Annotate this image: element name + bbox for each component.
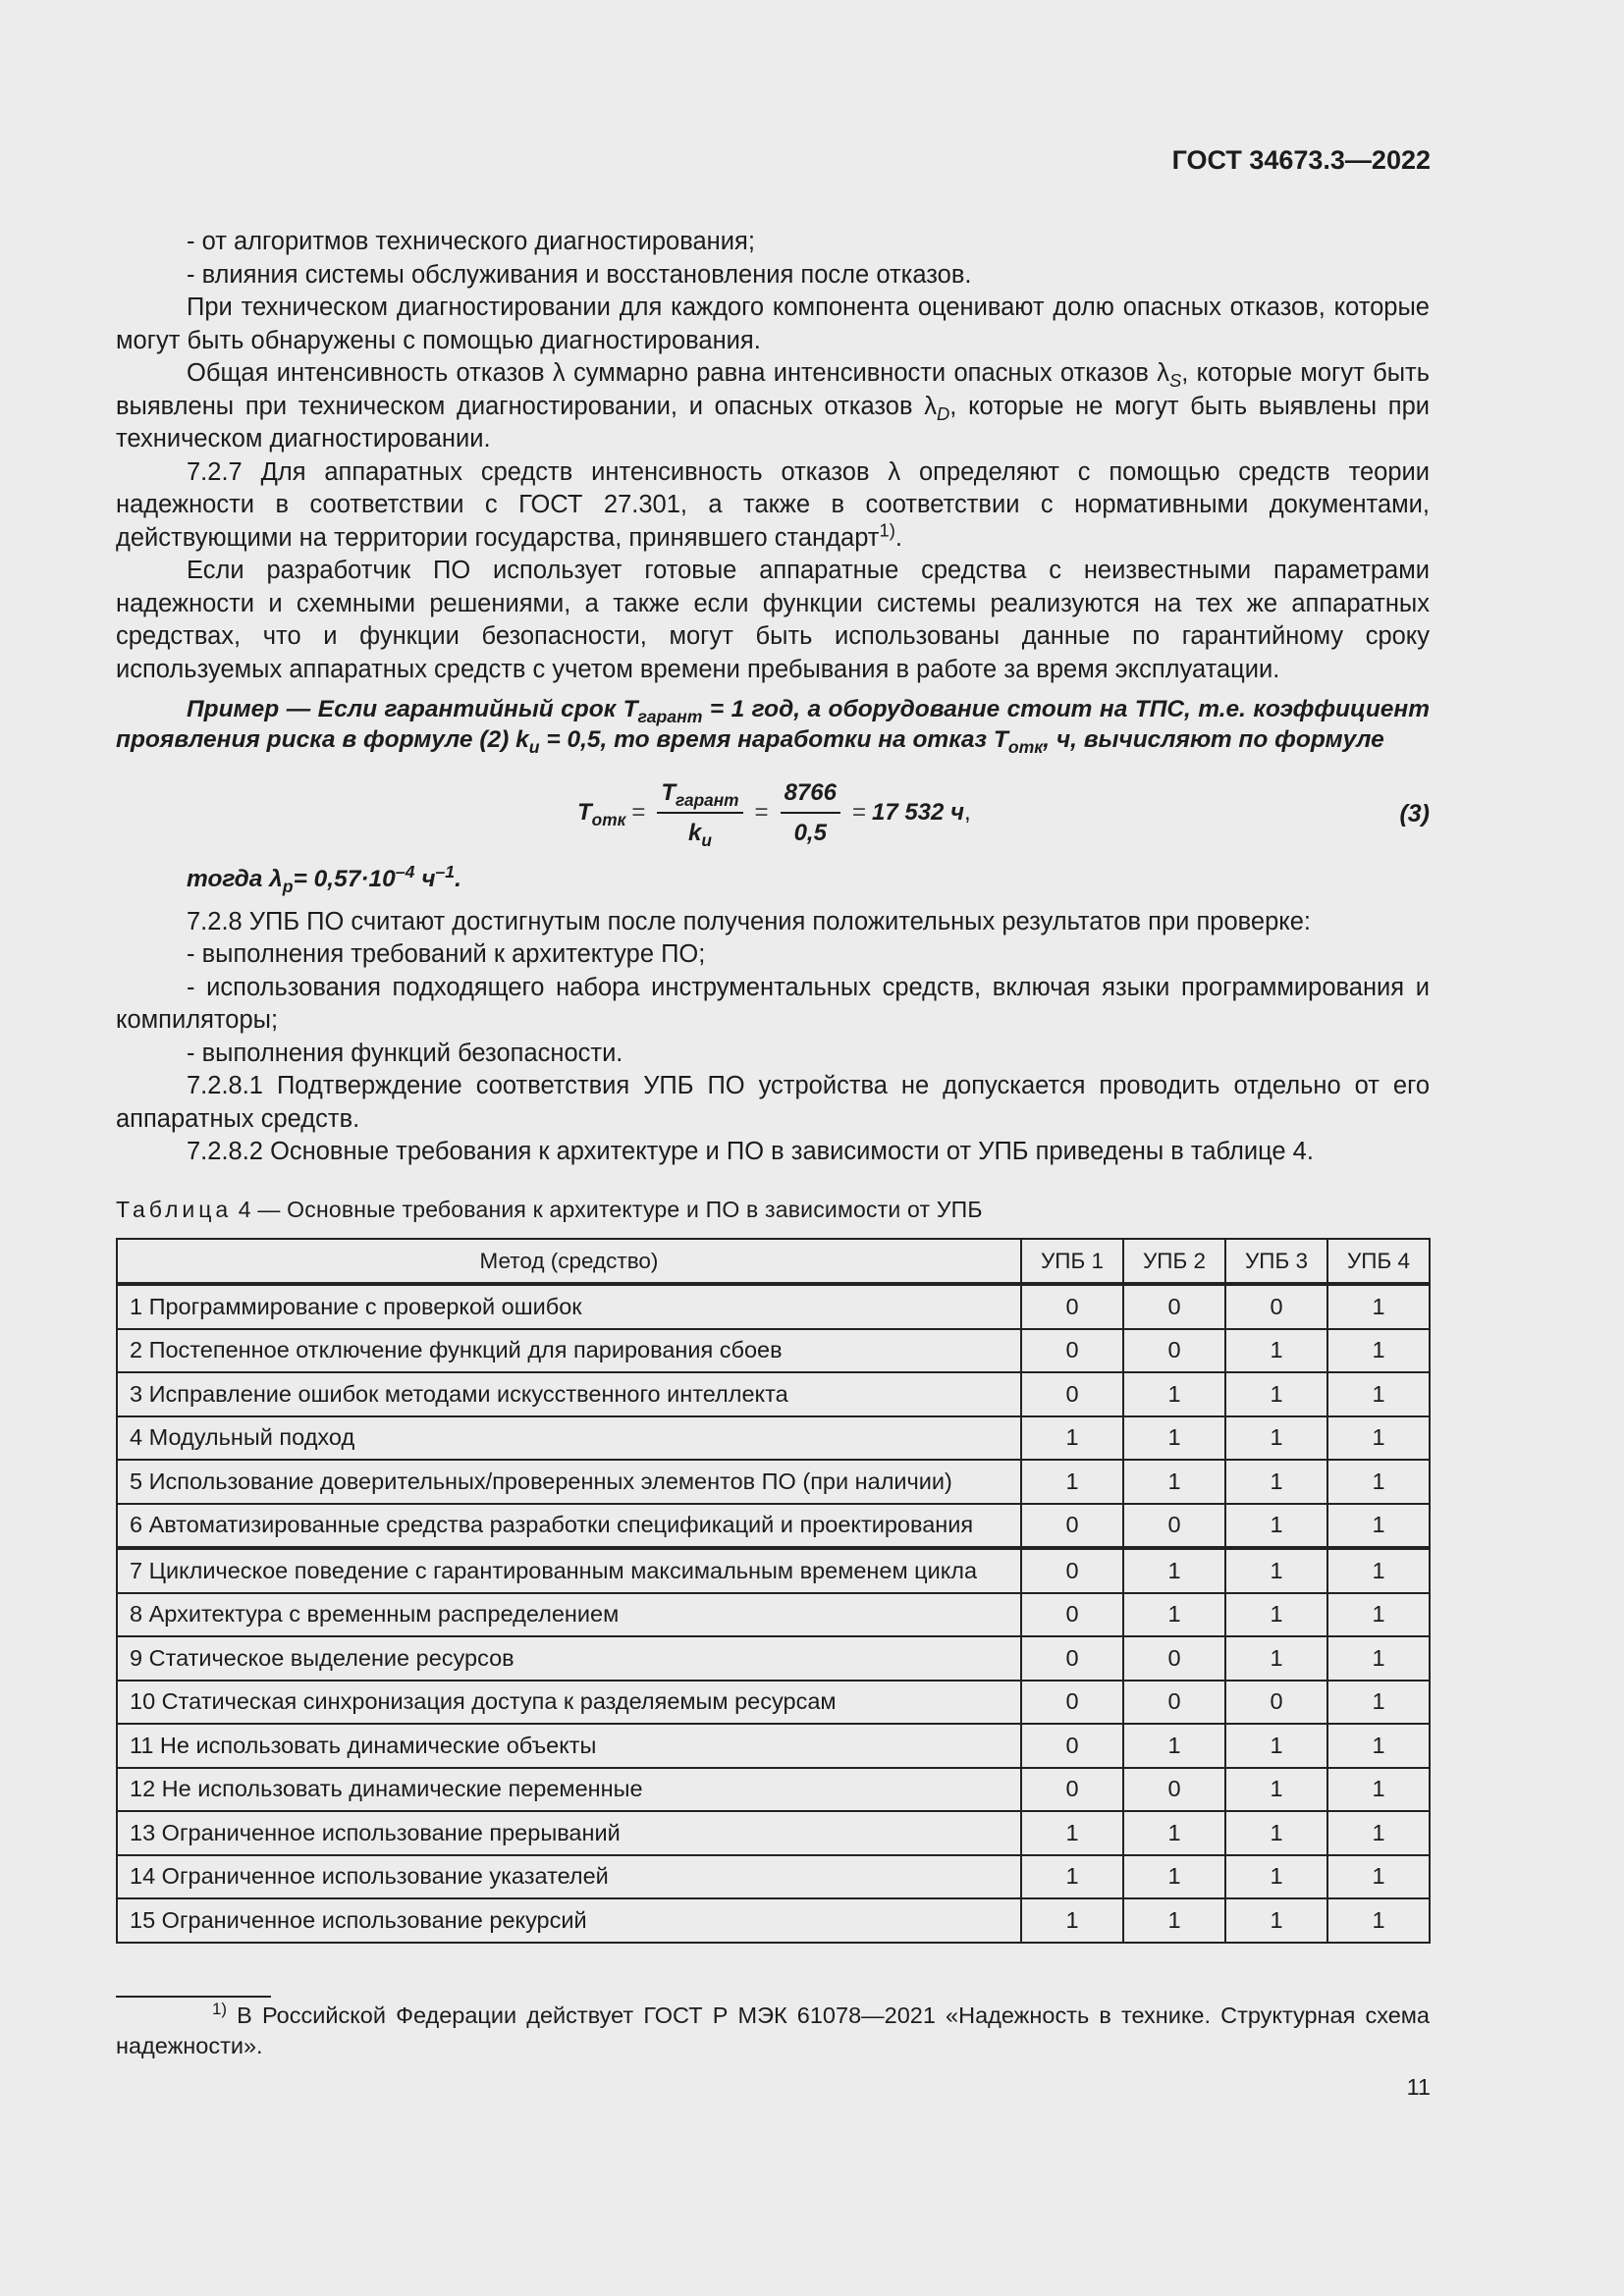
method-cell: 7 Циклическое поведение с гарантированным максимальным временем цикла [117, 1548, 1021, 1593]
upb-value-cell: 0 [1123, 1768, 1225, 1812]
table-row [117, 1284, 1430, 1329]
example-paragraph: Пример — Если гарантийный срок $T_{гарант} = 1$ год, а оборудование стоит на ТПС, т.е. коэффициент проявления риска в формуле (2) $k_и = 0,5$, то время наработки на отказ $T_{отк}$, ч, вычисляют по формуле [116, 696, 1430, 757]
upb-value-cell: 0 [1021, 1768, 1123, 1812]
upb-value-cell: 1 [1225, 1548, 1327, 1593]
fraction-values: $\frac{8766}{0,5}$ [781, 776, 840, 849]
upb-value-cell: 1 [1225, 1460, 1327, 1504]
method-cell: 9 Статическое выделение ресурсов [117, 1636, 1021, 1681]
upb-value-cell: 1 [1021, 1811, 1123, 1855]
upb-value-cell: 0 [1123, 1284, 1225, 1329]
paragraph-7-2-8-2: 7.2.8.2 Основные требования к архитектуре и ПО в зависимости от УПБ приведены в таблице 4. [187, 1138, 1314, 1165]
upb-value-cell: 0 [1021, 1504, 1123, 1549]
upb-value-cell: 1 [1327, 1898, 1430, 1943]
column-header-upb4: УПБ 4 [1327, 1239, 1430, 1284]
upb-value-cell: 1 [1021, 1855, 1123, 1899]
table-row [117, 1416, 1430, 1461]
upb-value-cell: 1 [1123, 1855, 1225, 1899]
upb-value-cell: 1 [1225, 1855, 1327, 1899]
column-header-upb1: УПБ 1 [1021, 1239, 1123, 1284]
upb-value-cell: 1 [1021, 1898, 1123, 1943]
upb-value-cell: 0 [1021, 1548, 1123, 1593]
method-cell: 3 Исправление ошибок методами искусственного интеллекта [117, 1372, 1021, 1416]
paragraph-7-2-8-1: 7.2.8.1 Подтверждение соответствия УПБ ПО устройства не допускается проводить отдельно от его аппаратных средств. [116, 1072, 1430, 1133]
upb-value-cell: 1 [1123, 1811, 1225, 1855]
table-row [117, 1636, 1430, 1681]
upb-value-cell: 0 [1021, 1329, 1123, 1373]
footnote-ref: 1) [879, 519, 895, 540]
formula-3 [116, 769, 1430, 857]
paragraph: - выполнения требований к архитектуре ПО; [187, 940, 706, 968]
upb-value-cell: 1 [1225, 1811, 1327, 1855]
upb-value-cell: 1 [1327, 1681, 1430, 1725]
upb-value-cell: 1 [1225, 1724, 1327, 1768]
result-line: тогда $\lambda_p= 0,57\cdot 10^{-4}$ $ч^{-1}$. [187, 861, 461, 896]
fraction-guarantee: $\frac{T_{гарант}}{k_и}$ [657, 776, 742, 849]
method-cell: 6 Автоматизированные средства разработки спецификаций и проектирования [117, 1504, 1021, 1549]
method-cell: 14 Ограниченное использование указателей [117, 1855, 1021, 1899]
upb-value-cell: 1 [1327, 1329, 1430, 1373]
upb-value-cell: 1 [1021, 1460, 1123, 1504]
upb-value-cell: 1 [1225, 1372, 1327, 1416]
table-caption: Таблица 4 — Основные требования к архитектуре и ПО в зависимости от УПБ [116, 1197, 983, 1222]
formula-number: (3) [1399, 800, 1430, 828]
paragraph: - использования подходящего набора инструментальных средств, включая языки программирования и компиляторы; [116, 973, 1430, 1034]
requirements-table [116, 1238, 1431, 1944]
upb-value-cell: 1 [1327, 1768, 1430, 1812]
upb-value-cell: 0 [1123, 1329, 1225, 1373]
method-cell: 13 Ограниченное использование прерываний [117, 1811, 1021, 1855]
method-cell: 2 Постепенное отключение функций для парирования сбоев [117, 1329, 1021, 1373]
upb-value-cell: 1 [1327, 1636, 1430, 1681]
upb-value-cell: 1 [1327, 1724, 1430, 1768]
document-header: ГОСТ 34673.3—2022 [1171, 145, 1431, 175]
table-row [117, 1372, 1430, 1416]
footnote-text: В Российской Федерации действует ГОСТ Р МЭК 61078—2021 «Надежность в технике. Структурная схема надежности». [116, 2002, 1430, 2058]
table-header-row [117, 1239, 1430, 1284]
upb-value-cell: 0 [1225, 1284, 1327, 1329]
upb-value-cell: 1 [1123, 1593, 1225, 1637]
upb-value-cell: 1 [1123, 1548, 1225, 1593]
upb-value-cell: 1 [1327, 1548, 1430, 1593]
table-row [117, 1724, 1430, 1768]
paragraph: При техническом диагностировании для каждого компонента оценивают долю опасных отказов, которые могут быть обнаружены с помощью диагностирования. [116, 294, 1430, 354]
upb-value-cell: 0 [1123, 1504, 1225, 1549]
upb-value-cell: 1 [1123, 1460, 1225, 1504]
upb-value-cell: 1 [1225, 1416, 1327, 1461]
table-row [117, 1329, 1430, 1373]
upb-value-cell: 1 [1327, 1504, 1430, 1549]
upb-value-cell: 1 [1225, 1636, 1327, 1681]
upb-value-cell: 1 [1225, 1768, 1327, 1812]
paragraph: - от алгоритмов технического диагностирования; [187, 228, 755, 255]
footnote-divider [116, 1996, 271, 1998]
upb-value-cell: 1 [1327, 1855, 1430, 1899]
paragraph: - влияния системы обслуживания и восстановления после отказов. [187, 260, 972, 289]
upb-value-cell: 1 [1123, 1416, 1225, 1461]
upb-value-cell: 0 [1021, 1681, 1123, 1725]
paragraph-intensity: Общая интенсивность отказов λ суммарно равна интенсивности опасных отказов $\lambda_S$, которые могут быть выявлены при техническом диагностировании, и опасных отказов $\lambda_D$, которые не могут быть выявлены при техническом диагностировании. [116, 359, 1430, 453]
upb-value-cell: 0 [1021, 1724, 1123, 1768]
formula-expression: $T_{отк}$ = $\frac{T_{гарант}}{k_и}$ = $\frac{8766}{0,5}$ = 17 532 ч , [577, 769, 971, 857]
paragraph: - выполнения функций безопасности. [187, 1039, 623, 1067]
table-row [117, 1504, 1430, 1549]
method-cell: 5 Использование доверительных/проверенных элементов ПО (при наличии) [117, 1460, 1021, 1504]
table-row [117, 1855, 1430, 1899]
table-row [117, 1811, 1430, 1855]
table-row [117, 1681, 1430, 1725]
upb-value-cell: 1 [1123, 1724, 1225, 1768]
upb-value-cell: 0 [1225, 1681, 1327, 1725]
upb-value-cell: 0 [1021, 1593, 1123, 1637]
footnote [116, 2001, 1430, 2061]
upb-value-cell: 1 [1225, 1329, 1327, 1373]
footnote-mark: 1) [212, 2000, 228, 2019]
paragraph: Если разработчик ПО использует готовые аппаратные средства с неизвестными параметрами надежности и схемными решениями, а также если функции системы реализуются на тех же аппаратных средствах, что и функции безопасности, могут быть использованы данные по гарантийному сроку используемых аппаратных средств с учетом времени пребывания в работе за время эксплуатации. [116, 557, 1430, 683]
method-cell: 12 Не использовать динамические переменные [117, 1768, 1021, 1812]
column-header-method: Метод (средство) [117, 1239, 1021, 1284]
upb-value-cell: 1 [1225, 1898, 1327, 1943]
column-header-upb3: УПБ 3 [1225, 1239, 1327, 1284]
table-row [117, 1898, 1430, 1943]
upb-value-cell: 1 [1327, 1284, 1430, 1329]
method-cell: 15 Ограниченное использование рекурсий [117, 1898, 1021, 1943]
method-cell: 10 Статическая синхронизация доступа к разделяемым ресурсам [117, 1681, 1021, 1725]
upb-value-cell: 0 [1123, 1681, 1225, 1725]
upb-value-cell: 1 [1123, 1372, 1225, 1416]
upb-value-cell: 1 [1021, 1416, 1123, 1461]
method-cell: 1 Программирование с проверкой ошибок [117, 1284, 1021, 1329]
column-header-upb2: УПБ 2 [1123, 1239, 1225, 1284]
upb-value-cell: 1 [1327, 1811, 1430, 1855]
upb-value-cell: 1 [1123, 1898, 1225, 1943]
body-text [116, 226, 1430, 1169]
method-cell: 11 Не использовать динамические объекты [117, 1724, 1021, 1768]
upb-value-cell: 0 [1021, 1372, 1123, 1416]
upb-value-cell: 1 [1327, 1460, 1430, 1504]
upb-value-cell: 1 [1327, 1372, 1430, 1416]
upb-value-cell: 1 [1327, 1416, 1430, 1461]
table-row [117, 1593, 1430, 1637]
table-row [117, 1460, 1430, 1504]
upb-value-cell: 1 [1327, 1593, 1430, 1637]
table-row [117, 1768, 1430, 1812]
table-row [117, 1548, 1430, 1593]
paragraph-7-2-7: 7.2.7 Для аппаратных средств интенсивность отказов λ определяют с помощью средств теории надежности в соответствии с ГОСТ 27.301, а также в соответствии с нормативными документами, действующими на территории государства, принявшего стандарт$^{1)}$. [116, 457, 1430, 552]
upb-value-cell: 1 [1225, 1593, 1327, 1637]
upb-value-cell: 1 [1225, 1504, 1327, 1549]
upb-value-cell: 0 [1021, 1284, 1123, 1329]
method-cell: 8 Архитектура с временным распределением [117, 1593, 1021, 1637]
table-body [117, 1284, 1430, 1943]
upb-value-cell: 0 [1123, 1636, 1225, 1681]
method-cell: 4 Модульный подход [117, 1416, 1021, 1461]
paragraph-7-2-8: 7.2.8 УПБ ПО считают достигнутым после получения положительных результатов при проверке: [187, 907, 1311, 935]
page-number: 11 [1406, 2074, 1431, 2100]
upb-value-cell: 0 [1021, 1636, 1123, 1681]
